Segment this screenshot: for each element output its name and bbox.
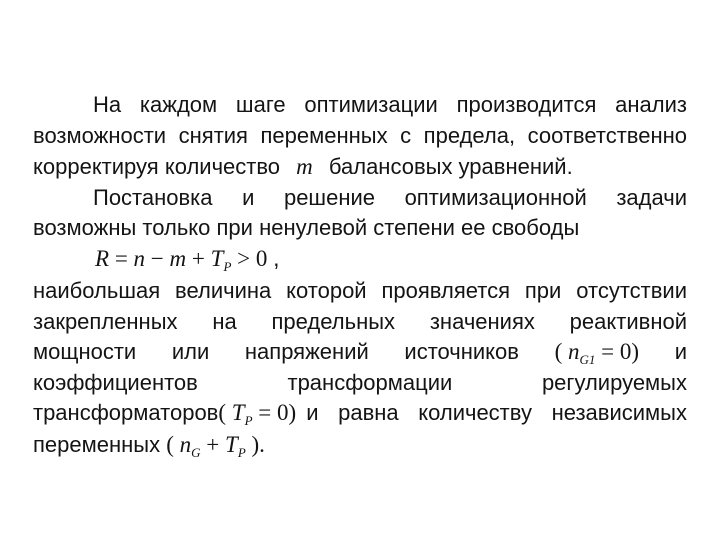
formula-m: m	[169, 246, 187, 271]
p3-line-3-word-1: мощности	[33, 339, 137, 364]
p1-line-3-text-a: корректируя количество	[33, 154, 281, 179]
p3-line-3-word-2: или	[171, 339, 210, 364]
nG1-eq: =	[601, 339, 615, 364]
p3-line-1: наибольшая величина которой проявляется при отсутствии	[33, 278, 687, 303]
p3-line-4: коэффициентов трансформации регулируемых	[33, 370, 687, 395]
p3-line-3	[33, 337, 687, 367]
formula-gt: >	[237, 246, 251, 271]
sum-plus: +	[206, 432, 220, 457]
formula-T: T	[210, 246, 224, 271]
nG1-math	[555, 337, 639, 367]
p1-line-3-text-b: балансовых уравнений.	[328, 154, 573, 179]
var-m: m	[296, 154, 313, 179]
p3-line-6	[33, 430, 687, 460]
p3-line-3-word-4: источников	[404, 339, 519, 364]
p3-line-5	[33, 398, 687, 428]
p3-line-5-text-a: трансформаторов	[33, 400, 219, 425]
TP-sub: P	[244, 413, 253, 428]
TP-eq: =	[258, 400, 272, 425]
nG1-n: n	[568, 339, 580, 364]
p3-line-2: закрепленных на предельных значениях реактивной	[33, 309, 687, 334]
TP-math	[218, 398, 296, 428]
sum-T: T	[225, 432, 238, 457]
p1-line-3	[33, 152, 687, 182]
formula-plus: +	[191, 246, 205, 271]
degree-of-freedom-formula	[95, 243, 495, 273]
sum-n-sub: G	[191, 445, 201, 460]
nG1-sub: G1	[579, 352, 596, 367]
p2-line-2: возможны только при ненулевой степени ее свободы	[33, 215, 580, 240]
TP-zero: 0	[277, 400, 289, 425]
sum-n: n	[179, 432, 192, 457]
formula-R: R	[95, 246, 110, 271]
p3-line-6-text: переменных	[33, 432, 161, 457]
formula-T-sub: P	[223, 259, 232, 274]
p2-line-1: Постановка и решение оптимизационной задачи	[93, 185, 687, 210]
formula-eq: =	[114, 246, 128, 271]
formula-comma: ,	[273, 245, 280, 271]
sum-open: (	[166, 432, 174, 457]
formula-zero: 0	[255, 246, 268, 271]
formula-minus: −	[150, 246, 164, 271]
p3-line-5-text-b: и равна количеству независимых	[306, 400, 687, 425]
sum-close: ).	[251, 432, 265, 457]
p1-line-2: возможности снятия переменных с предела, соответственно	[33, 123, 687, 148]
p1-line-1: На каждом шаге оптимизации производится анализ	[93, 92, 687, 117]
p3-line-3-word-3: напряжений	[244, 339, 369, 364]
TP-T: T	[231, 400, 245, 425]
TP-open: (	[218, 400, 227, 425]
sum-math	[166, 432, 265, 460]
nG1-open: (	[554, 339, 563, 364]
TP-close: )	[288, 400, 297, 425]
formula-n: n	[133, 246, 146, 271]
sum-T-sub: P	[237, 445, 246, 460]
p3-line-3-last: и	[674, 339, 687, 364]
nG1-close: )	[631, 339, 640, 364]
nG1-zero: 0	[619, 339, 632, 364]
